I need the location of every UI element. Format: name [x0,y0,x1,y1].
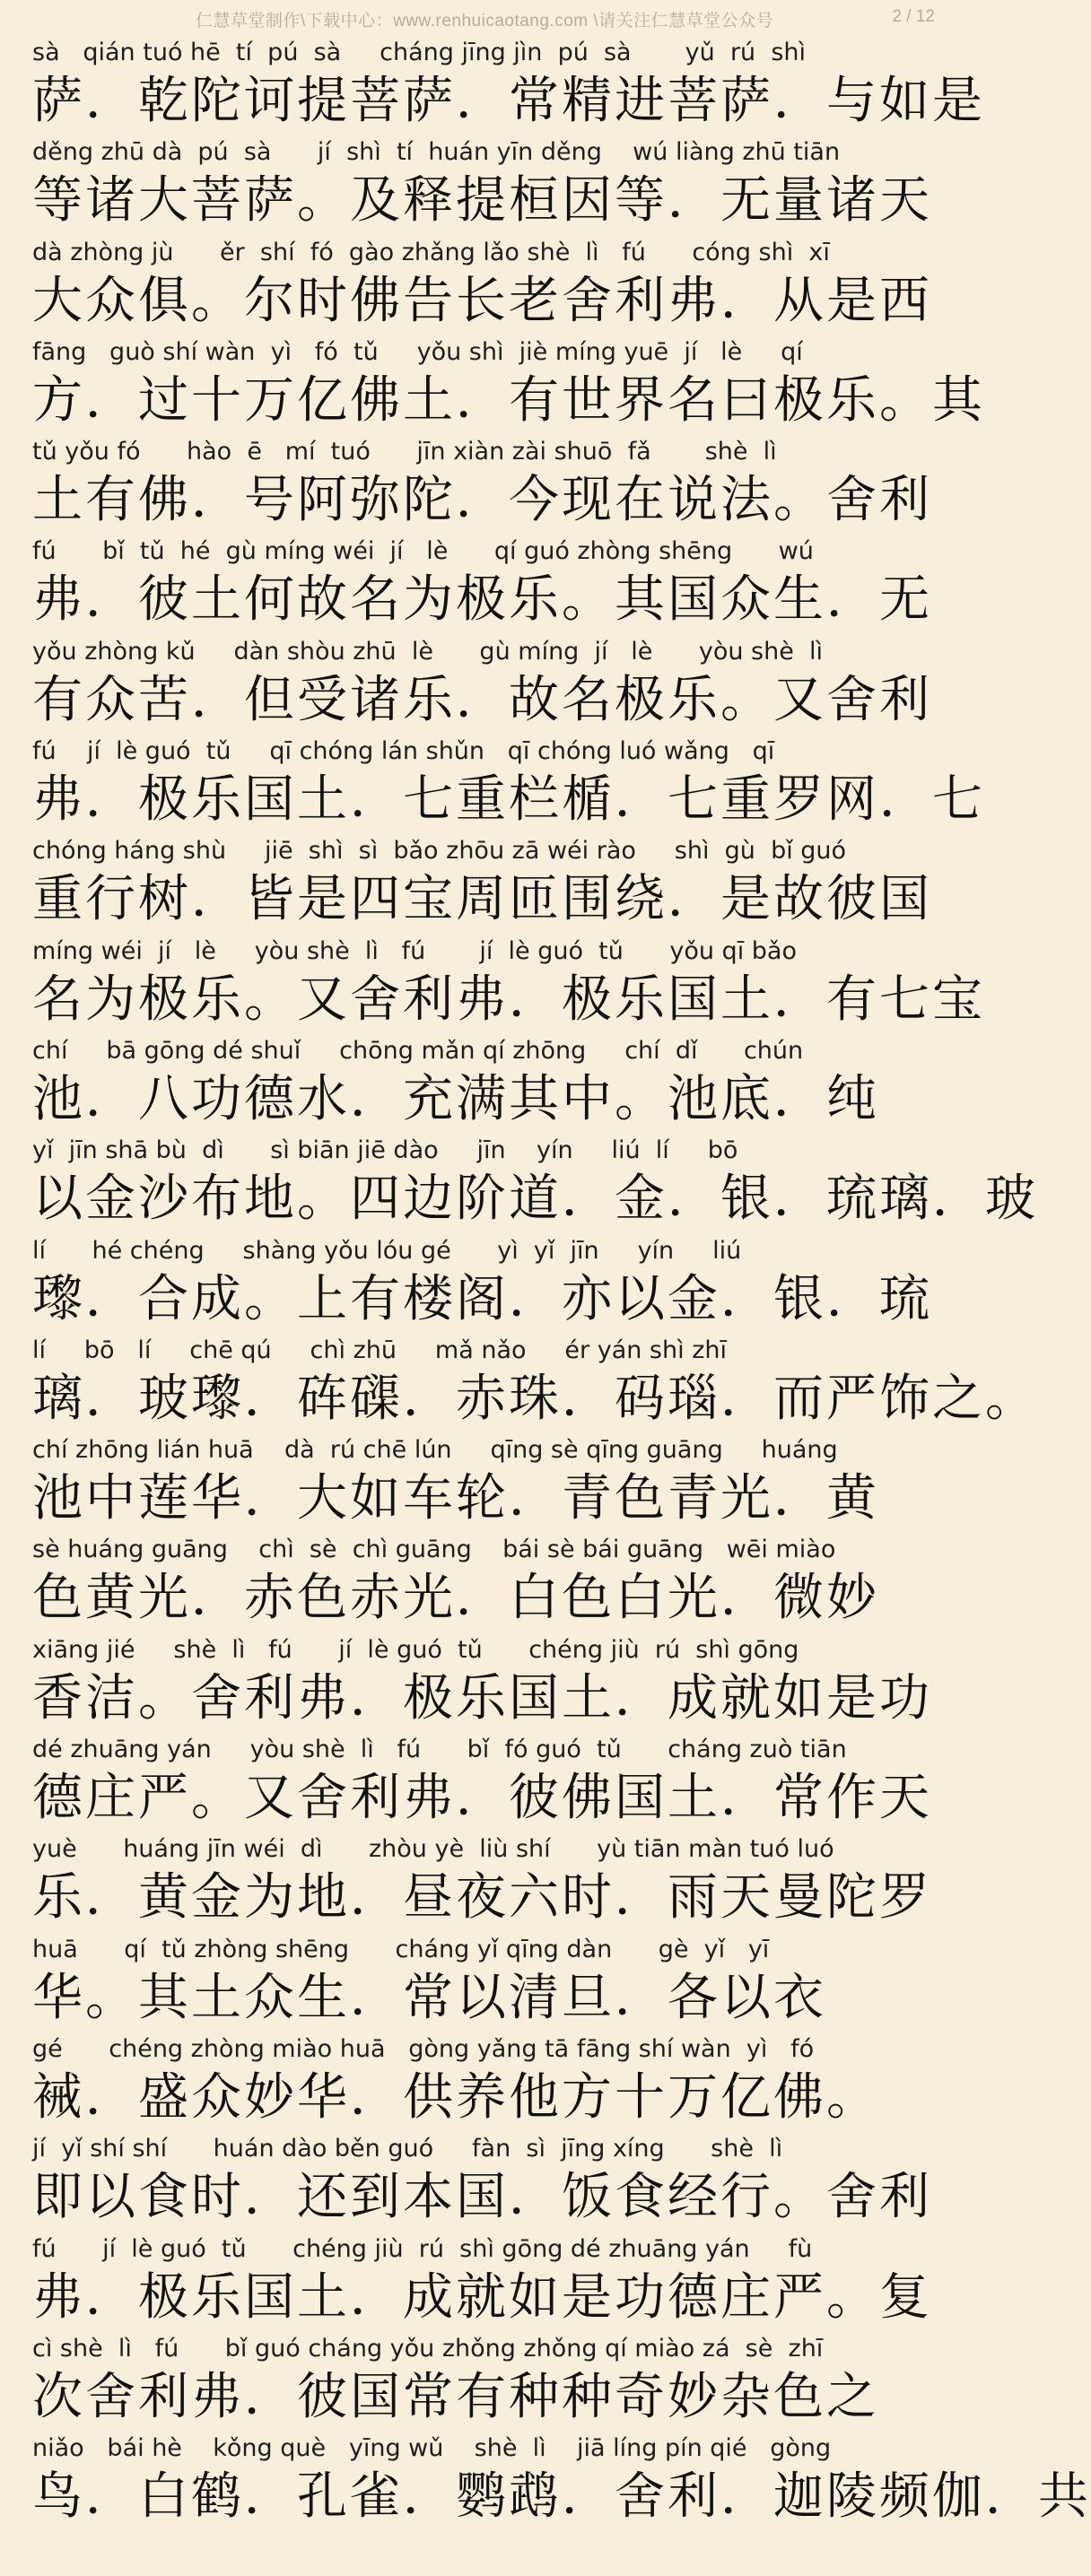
hanzi-line: 鸟．白鹤．孔雀．鹦鹉．舍利．迦陵频伽．共 [32,2467,1091,2527]
pinyin-line: lí bō lí chē qú chì zhū mǎ nǎo ér yán shì zhī [32,1336,727,1364]
hanzi-line: 弗．极乐国土．成就如是功德庄严。复 [32,2267,932,2327]
hanzi-line: 有众苦．但受诸乐．故名极乐。又舍利 [32,670,932,729]
hanzi-line: 池中莲华．大如车轮．青色青光．黄 [32,1469,879,1528]
pinyin-line: fú jí lè guó tǔ chéng jiù rú shì gōng dé zhuāng yán fù [32,2234,813,2263]
pinyin-line: děng zhū dà pú sà jí shì tí huán yīn děng wú liàng zhū tiān [32,138,841,167]
text-line [32,1332,1038,1432]
hanzi-line: 萨．乾陀诃提菩萨．常精进菩萨．与如是 [32,72,985,130]
hanzi-line: 池．八功德水．充满其中。池底．纯 [32,1069,879,1128]
pinyin-line: tǔ yǒu fó hào ē mí tuó jīn xiàn zài shuō fǎ shè lì [32,438,777,466]
pinyin-line: chí zhōng lián huā dà rú chē lún qīng sè qīng guāng huáng [32,1436,838,1465]
text-line [32,2231,940,2330]
hanzi-line: 香洁。舍利弗．极乐国土．成就如是功 [32,1668,932,1727]
hanzi-line: 大众俱。尔时佛告长老舍利弗．从是西 [32,271,932,330]
text-line [32,234,940,334]
sutra-text-body [32,34,1091,2529]
pinyin-line: chóng háng shù jiē shì sì bǎo zhōu zā wéi rào shì gù bǐ guó [32,837,847,866]
header-source-text: 仁慧草堂制作\下载中心：www.renhuicaotang.com \请关注仁慧草堂公众号 [195,12,774,30]
hanzi-line: 弗．极乐国土．七重栏楯．七重罗网．七 [32,770,985,830]
pinyin-line: fāng guò shí wàn yì fó tǔ yǒu shì jiè míng yuē jí lè qí [32,337,803,366]
pinyin-line: jí yǐ shí shí huán dào běn guó fàn sì jīng xíng shè lì [32,2135,783,2163]
hanzi-line: 重行树．皆是四宝周匝围绕．是故彼国 [32,870,932,929]
pinyin-line: huā qí tǔ zhòng shēng cháng yǐ qīng dàn gè yǐ yī [32,1935,770,1963]
pinyin-line: gé chéng zhòng miào huā gòng yǎng tā fāng shí wàn yì fó [32,2034,815,2063]
text-line [32,1232,940,1332]
hanzi-line: 等诸大菩萨。及释提桓因等．无量诸天 [32,171,932,231]
text-line [32,1931,940,2031]
hanzi-line: 璃．玻瓈．砗磲．赤珠．码瑙．而严饰之。 [32,1369,1038,1428]
text-line [32,1432,940,1531]
pinyin-line: dé zhuāng yán yòu shè lì fú bǐ fó guó tǔ cháng zuò tiān [32,1736,847,1764]
pinyin-line: yuè huáng jīn wéi dì zhòu yè liù shí yù tiān màn tuó luó [32,1835,834,1864]
hanzi-line: 色黄光．赤色赤光．白色白光．微妙 [32,1569,879,1628]
hanzi-line: 名为极乐。又舍利弗．极乐国土．有七宝 [32,970,985,1029]
hanzi-line: 土有佛．号阿弥陀．今现在说法。舍利 [32,471,932,530]
text-line [32,832,940,932]
hanzi-line: 乐．黄金为地．昼夜六时．雨天曼陀罗 [32,1868,932,1928]
pinyin-line: cì shè lì fú bǐ guó cháng yǒu zhǒng zhǒng qí miào zá sè zhī [32,2334,824,2363]
text-line [32,1731,940,1831]
text-line [32,2430,1091,2529]
text-line [32,134,940,233]
text-line [32,633,940,733]
text-line [32,1632,940,1731]
page-number: 2 / 12 [892,7,935,26]
text-line [32,733,985,832]
text-line [32,2031,940,2130]
pinyin-line: dà zhòng jù ěr shí fó gào zhǎng lǎo shè lì fú cóng shì xī [32,238,830,266]
text-line [32,1132,1038,1231]
text-line [32,34,985,134]
hanzi-line: 德庄严。又舍利弗．彼佛国土．常作天 [32,1769,932,1828]
hanzi-line: 瓈．合成。上有楼阁．亦以金．银．琉 [32,1269,932,1328]
pinyin-line: sè huáng guāng chì sè chì guāng bái sè bái guāng wēi miào [32,1536,836,1564]
hanzi-line: 弗．彼土何故名为极乐。其国众生．无 [32,570,932,630]
pinyin-line: xiāng jié shè lì fú jí lè guó tǔ chéng jiù rú shì gōng [32,1635,799,1664]
hanzi-line: 次舍利弗．彼国常有种种奇妙杂色之 [32,2367,879,2426]
pinyin-line: lí hé chéng shàng yǒu lóu gé yì yǐ jīn yín liú [32,1236,742,1265]
pinyin-line: míng wéi jí lè yòu shè lì fú jí lè guó tǔ yǒu qī bǎo [32,936,797,965]
text-line [32,334,985,433]
text-line [32,2130,940,2230]
hanzi-line: 方．过十万亿佛土．有世界名曰极乐。其 [32,370,985,430]
pinyin-line: niǎo bái hè kǒng què yīng wǔ shè lì jiā líng pín qié gòng [32,2434,832,2463]
pinyin-line: yǒu zhòng kǔ dàn shòu zhū lè gù míng jí lè yòu shè lì [32,637,823,666]
text-line [32,533,940,632]
hanzi-line: 裓．盛众妙华．供养他方十万亿佛。 [32,2067,879,2127]
hanzi-line: 华。其土众生．常以清旦．各以衣 [32,1968,826,2027]
text-line [32,933,985,1032]
text-line [32,1032,940,1132]
pinyin-line: fú jí lè guó tǔ qī chóng lán shǔn qī chóng luó wǎng qī [32,737,775,766]
hanzi-line: 即以食时．还到本国．饭食经行。舍利 [32,2168,932,2227]
pinyin-line: chí bā gōng dé shuǐ chōng mǎn qí zhōng chí dǐ chún [32,1036,804,1065]
pinyin-line: fú bǐ tǔ hé gù míng wéi jí lè qí guó zhòng shēng wú [32,537,814,566]
pinyin-line: yǐ jīn shā bù dì sì biān jiē dào jīn yín liú lí bō [32,1136,738,1165]
text-line [32,1831,940,1930]
text-line [32,2330,940,2430]
pinyin-line: sà qián tuó hē tí pú sà cháng jīng jìn pú sà yǔ rú shì [32,39,806,66]
text-line [32,1531,940,1631]
text-line [32,433,940,533]
hanzi-line: 以金沙布地。四边阶道．金．银．琉璃．玻 [32,1170,1038,1229]
